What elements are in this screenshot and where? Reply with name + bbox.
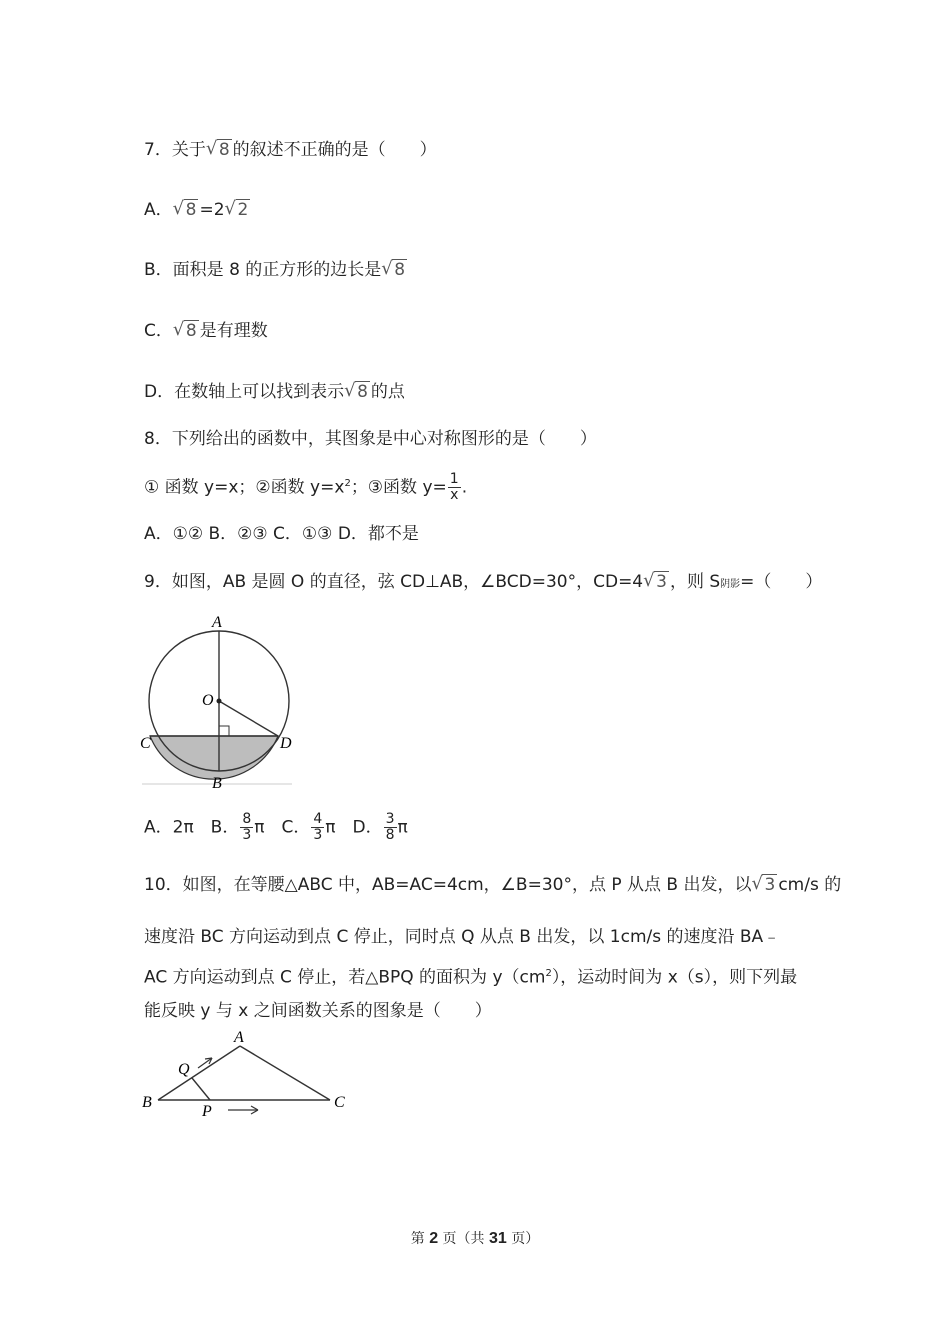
fraction-4-3: $\frac{4}{3}$: [313, 811, 323, 843]
page-number: 2: [429, 1230, 439, 1247]
label-c: C: [334, 1094, 345, 1111]
label-q: Q: [178, 1061, 190, 1078]
fraction-1-over-x: $\frac{1}{x}$: [449, 471, 459, 504]
total-pages: 31: [489, 1230, 507, 1247]
label-a: A: [212, 614, 222, 631]
shaded-segment: [150, 736, 278, 779]
q8-options: A．①② B．②③ C．①③ D．都不是: [144, 524, 419, 544]
label-c: C: [140, 735, 151, 752]
sqrt-8: √ 8: [345, 380, 370, 404]
fraction-8-3: $\frac{8}{3}$: [242, 811, 252, 843]
q10-line-3: AC 方向运动到点 C 停止，若△BPQ 的面积为 $y(cm^2)$，运动时间为 x（s），则下列最: [144, 967, 798, 988]
q10-line-1: 10．如图，在等腰△ABC 中，AB=AC=4cm，∠B=30°，点 P 从点 B 出发，以√ 3 cm/s 的: [144, 873, 841, 897]
label-d: D: [280, 735, 292, 752]
side-ba: [158, 1046, 240, 1100]
side-ac: [240, 1046, 330, 1100]
sqrt-8: √ 8: [174, 198, 199, 222]
sqrt-2: √ 2: [226, 198, 251, 222]
q10-triangle-figure: [140, 1030, 360, 1125]
sqrt-3: √ 3: [644, 570, 669, 594]
q7-option-a: A．√ 8 =2√ 2: [144, 198, 251, 222]
q9-stem: 9．如图，AB 是圆 O 的直径，弦 CD⊥AB，∠BCD=30°，CD=4√ 3 ，则 S阴影=（ ）: [144, 570, 822, 597]
q9-circle-figure: [140, 612, 300, 792]
sqrt-8: √ 8: [207, 138, 232, 162]
label-o: O: [202, 692, 214, 709]
fraction-3-8: $\frac{3}{8}$: [385, 811, 395, 843]
sqrt-8: √ 8: [174, 319, 199, 343]
segment-pq: [192, 1078, 210, 1100]
sqrt-3: √ 3: [752, 873, 777, 897]
segment-od: [219, 701, 278, 736]
label-b: B: [142, 1094, 152, 1111]
q7-stem: [144, 138, 437, 162]
q8-stem: 8．下列给出的函数中，其图象是中心对称图形的是（ ）: [144, 429, 597, 449]
q7-stem-pre: 7．关于: [144, 140, 206, 160]
q9-options: A．2π B． $\frac{8}{3}$ π C． $\frac{4}{3}$ π D． $\frac{3}{8}$ π: [144, 811, 408, 843]
q7-option-c: C．√ 8 是有理数: [144, 319, 268, 343]
q7-option-b: B．面积是 8 的正方形的边长是√ 8: [144, 258, 408, 282]
q7-stem-post: 的叙述不正确的是（ ）: [232, 140, 437, 160]
center-dot: [217, 699, 222, 704]
sqrt-8: √ 8: [382, 258, 407, 282]
label-p: P: [202, 1103, 212, 1120]
q10-line-2: 速度沿 BC 方向运动到点 C 停止，同时点 Q 从点 B 出发，以 1cm/s 的速度沿 BA﹣: [144, 927, 781, 947]
q7-option-d: D．在数轴上可以找到表示√ 8 的点: [144, 380, 405, 404]
q10-line-4: 能反映 y 与 x 之间函数关系的图象是（ ）: [144, 1001, 492, 1021]
label-a: A: [234, 1030, 244, 1046]
label-b: B: [212, 775, 222, 792]
right-angle-mark: [219, 726, 229, 736]
q8-functions: ① 函数 y=x；②函数 $y=x^2$；③函数 y= $\frac{1}{x}$ .: [144, 471, 468, 504]
page-footer: 第 2 页（共 31 页）: [410, 1230, 540, 1247]
